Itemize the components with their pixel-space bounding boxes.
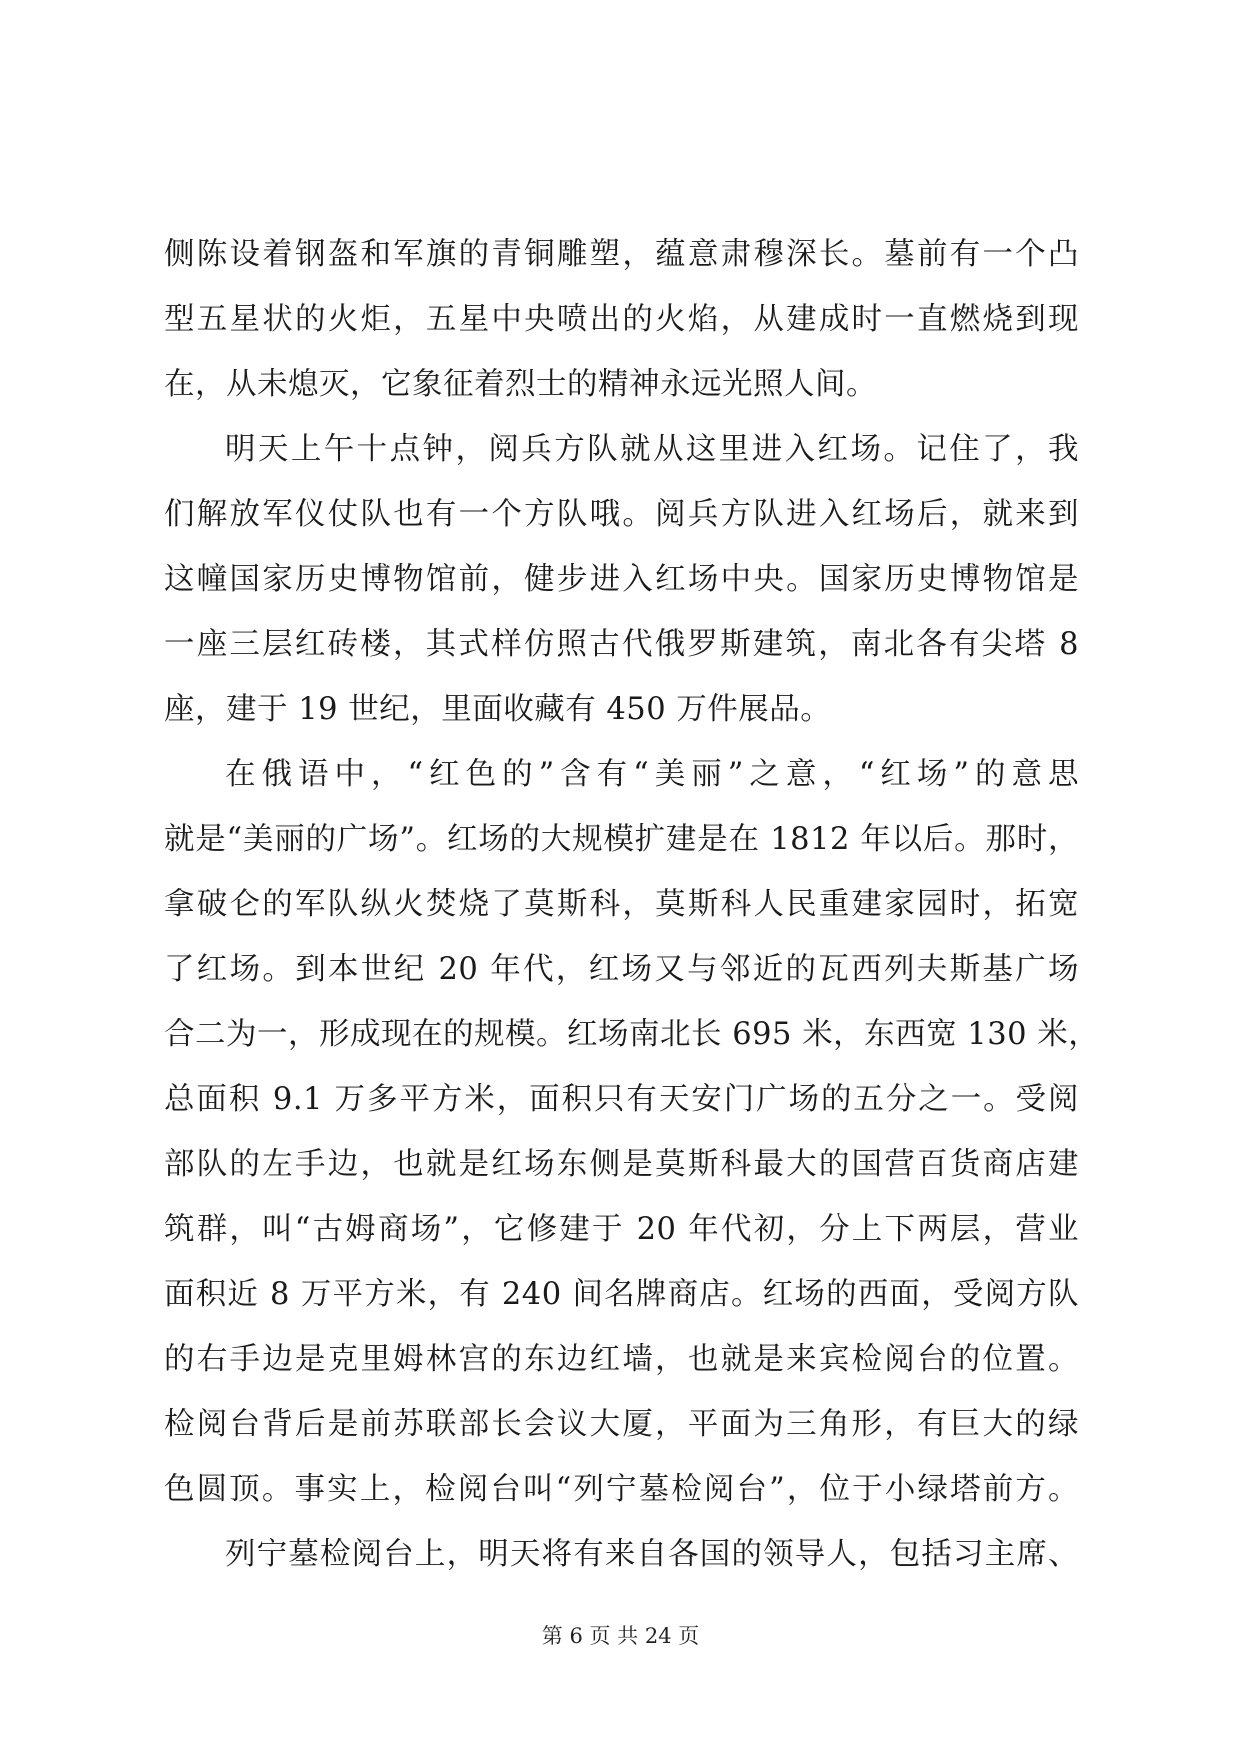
text-line: 检阅台背后是前苏联部长会议大厦，平面为三角形，有巨大的绿 bbox=[164, 1407, 1079, 1442]
text-line: 座，建于 19 世纪，里面收藏有 450 万件展品。 bbox=[164, 692, 832, 727]
paragraph-first-line: 列宁墓检阅台上，明天将有来自各国的领导人，包括习主席、 bbox=[225, 1537, 1079, 1572]
page-number-label: 第 6 页 共 24 页 bbox=[541, 1624, 700, 1648]
text-line: 面积近 8 万平方米，有 240 间名牌商店。红场的西面，受阅方队 bbox=[164, 1277, 1079, 1312]
text-line: 筑群，叫“古姆商场”，它修建于 20 年代初，分上下两层，营业 bbox=[164, 1212, 1079, 1247]
text-line: 总面积 9.1 万多平方米，面积只有天安门广场的五分之一。受阅 bbox=[164, 1082, 1079, 1117]
text-line: 们解放军仪仗队也有一个方队哦。阅兵方队进入红场后，就来到 bbox=[164, 497, 1079, 532]
paragraph-first-line: 明天上午十点钟，阅兵方队就从这里进入红场。记住了，我 bbox=[225, 432, 1079, 467]
page-footer bbox=[0, 1621, 1241, 1651]
text-line: 就是“美丽的广场”。红场的大规模扩建是在 1812 年以后。那时， bbox=[164, 822, 1079, 857]
text-line: 一座三层红砖楼，其式样仿照古代俄罗斯建筑，南北各有尖塔 8 bbox=[164, 627, 1079, 662]
text-line: 了红场。到本世纪 20 年代，红场又与邻近的瓦西列夫斯基广场 bbox=[164, 952, 1079, 987]
text-line: 这幢国家历史博物馆前，健步进入红场中央。国家历史博物馆是 bbox=[164, 562, 1079, 597]
text-line: 合二为一，形成现在的规模。红场南北长 695 米，东西宽 130 米， bbox=[164, 1017, 1100, 1052]
document-body bbox=[164, 222, 1100, 1587]
text-line: 在，从未熄灭，它象征着烈士的精神永远光照人间。 bbox=[164, 367, 877, 402]
text-line: 色圆顶。事实上，检阅台叫“列宁墓检阅台”，位于小绿塔前方。 bbox=[164, 1472, 1079, 1507]
text-line: 部队的左手边，也就是红场东侧是莫斯科最大的国营百货商店建 bbox=[164, 1147, 1079, 1182]
text-line: 侧陈设着钢盔和军旗的青铜雕塑，蕴意肃穆深长。墓前有一个凸 bbox=[164, 237, 1079, 272]
paragraph-first-line: 在俄语中，“红色的”含有“美丽”之意，“红场”的意思 bbox=[225, 757, 1079, 792]
text-line: 的右手边是克里姆林宫的东边红墙，也就是来宾检阅台的位置。 bbox=[164, 1342, 1079, 1377]
text-line: 型五星状的火炬，五星中央喷出的火焰，从建成时一直燃烧到现 bbox=[164, 302, 1079, 337]
text-line: 拿破仑的军队纵火焚烧了莫斯科，莫斯科人民重建家园时，拓宽 bbox=[164, 887, 1079, 922]
